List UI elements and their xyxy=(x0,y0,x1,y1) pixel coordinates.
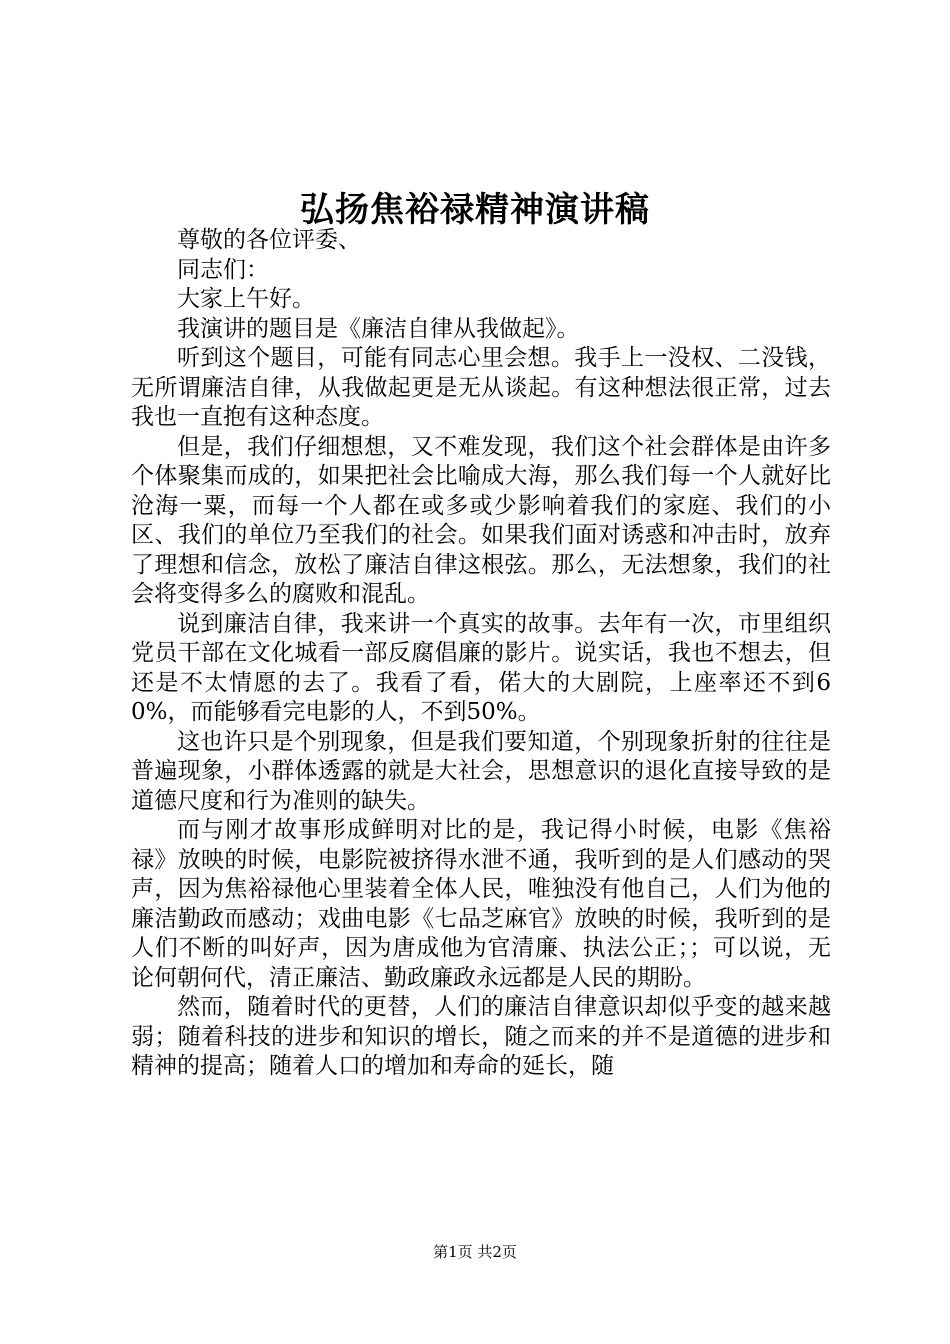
document-body xyxy=(131,226,831,1082)
paragraph-body: 听到这个题目，可能有同志心里会想。我手上一没权、二没钱，无所谓廉洁自律，从我做起更是无从谈起。有这种想法很正常，过去我也一直抱有这种态度。 xyxy=(131,345,831,430)
paragraph-body: 但是，我们仔细想想，又不难发现，我们这个社会群体是由许多个体聚集而成的，如果把社会比喻成大海，那么我们每一个人就好比沧海一粟，而每一个人都在或多或少影响着我们的家庭、我们的小区、我们的单位乃至我们的社会。如果我们面对诱惑和冲击时，放弃了理想和信念，放松了廉洁自律这根弦。那么，无法想象，我们的社会将变得多么的腐败和混乱。 xyxy=(131,433,831,607)
page-number-footer: 第1页 共2页 xyxy=(433,1243,517,1261)
paragraph-topic: 我演讲的题目是《廉洁自律从我做起》。 xyxy=(177,315,580,342)
paragraph-greeting: 大家上午好。 xyxy=(177,286,315,312)
paragraph-body: 而与刚才故事形成鲜明对比的是，我记得小时候，电影《焦裕禄》放映的时候，电影院被挤得水泄不通，我听到的是人们感动的哭声，因为焦裕禄他心里装着全体人民，唯独没有他自己，人们为他的廉洁勤政而感动；戏曲电影《七品芝麻官》放映的时候，我听到的是人们不断的叫好声，因为唐成他为官清廉、执法公正；；可以说，无论何朝何代，清正廉洁、勤政廉政永远都是人民的期盼。 xyxy=(131,817,831,991)
paragraph-salutation-2: 同志们： xyxy=(177,256,269,283)
paragraph-salutation-1: 尊敬的各位评委、 xyxy=(177,227,361,253)
paragraph-body: 说到廉洁自律，我来讲一个真实的故事。去年有一次，市里组织党员干部在文化城看一部反腐倡廉的影片。说实话，我也不想去，但还是不太情愿的去了。我看了看，偌大的大剧院，上座率还不到60%，而能够看完电影的人，不到50%。 xyxy=(131,610,831,725)
paragraph-body: 这也许只是个别现象，但是我们要知道，个别现象折射的往往是普遍现象，小群体透露的就是大社会，思想意识的退化直接导致的是道德尺度和行为准则的缺失。 xyxy=(131,728,831,814)
paragraph-body: 然而，随着时代的更替，人们的廉洁自律意识却似乎变的越来越弱；随着科技的进步和知识的增长，随之而来的并不是道德的进步和精神的提高；随着人口的增加和寿命的延长，随 xyxy=(131,994,831,1079)
document-title: 弘扬焦裕禄精神演讲稿 xyxy=(300,190,650,230)
